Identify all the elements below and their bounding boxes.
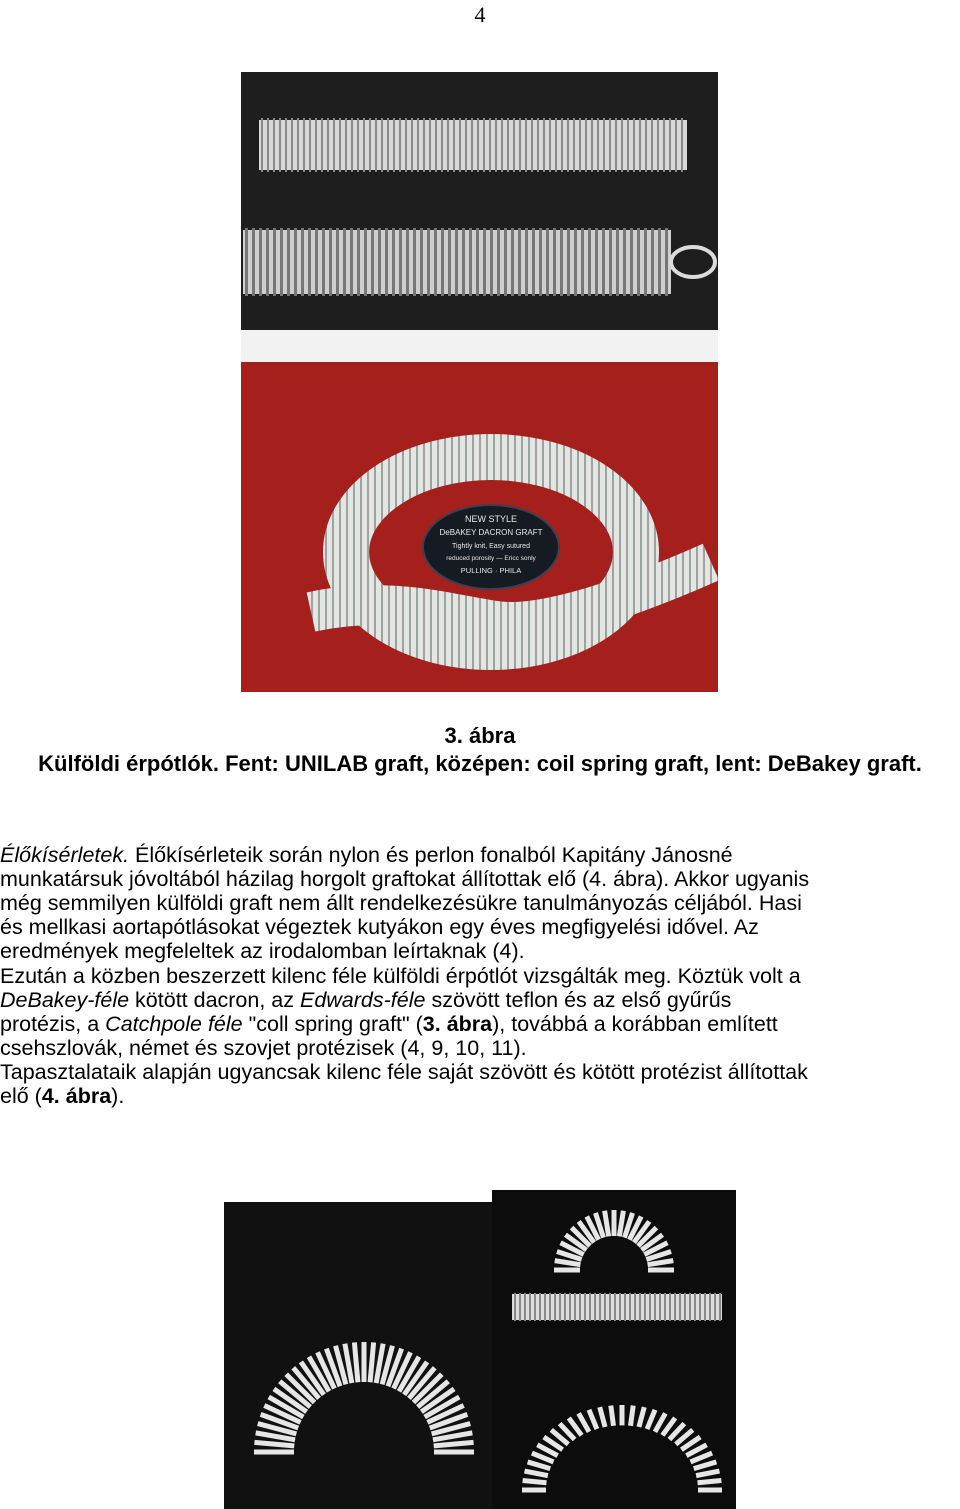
graft-coil [378, 228, 381, 296]
graft-crimp [679, 1293, 681, 1321]
graft-coil [343, 228, 346, 296]
graft-crimp [649, 1293, 651, 1321]
graft-coil [427, 228, 430, 296]
graft-crimp [567, 118, 569, 172]
body-line [0, 1059, 960, 1085]
graft-pleat [525, 1471, 548, 1476]
figure-3-red-panel [241, 362, 718, 692]
graft-crimp [659, 1293, 661, 1321]
graft-coil [462, 228, 465, 296]
graft-crimp [561, 118, 563, 172]
graft-crimp [609, 1293, 611, 1321]
graft-crimp [639, 1293, 641, 1321]
graft-crimp [627, 118, 629, 172]
arched-crimped-graft [224, 1202, 492, 1509]
graft-coil [350, 228, 353, 296]
graft-crimp [554, 1293, 556, 1321]
graft-crimp [525, 118, 527, 172]
text-segment: ). [111, 1084, 125, 1108]
graft-coil [385, 228, 388, 296]
graft-end-ring [671, 247, 715, 277]
graft-crimp [519, 118, 521, 172]
label-plate-line-4: reduced porosity — Ericc sonly [446, 555, 536, 562]
text-segment: és mellkasi aortapótlásokat végeztek kutyákon egy éves megfigyelési idővel. Az [0, 915, 759, 940]
graft-crimp [629, 1293, 631, 1321]
label-plate-line-1: NEW STYLE [464, 514, 518, 524]
graft-crimp [543, 118, 545, 172]
graft-crimp [411, 118, 413, 172]
graft-crimp [333, 118, 335, 172]
graft-coil [560, 228, 563, 296]
body-line [0, 890, 960, 916]
graft-coil [483, 228, 486, 296]
graft-coil [623, 228, 626, 296]
graft-crimp [345, 118, 347, 172]
graft-coil [245, 228, 248, 296]
figure-4-right-panel [492, 1190, 736, 1509]
graft-coil [630, 228, 633, 296]
graft-crimp [633, 118, 635, 172]
graft-coil [553, 228, 556, 296]
graft-coil [658, 228, 661, 296]
graft-crimp [689, 1293, 691, 1321]
body-line [0, 1011, 960, 1037]
graft-coil [294, 228, 297, 296]
graft-pleat [579, 1413, 589, 1431]
graft-coil [490, 228, 493, 296]
graft-coil [406, 228, 409, 296]
graft-crimp [681, 118, 683, 172]
graft-crimp [639, 118, 641, 172]
italic-term: Élőkísérletek. [0, 843, 130, 867]
unilab-graft [259, 118, 687, 172]
graft-coil [609, 228, 612, 296]
graft-coil [616, 228, 619, 296]
body-line [0, 938, 960, 964]
graft-pleat [600, 1407, 605, 1427]
graft-crimp [584, 1293, 586, 1321]
coil-spring-graft [243, 228, 671, 296]
graft-crimp [513, 118, 515, 172]
graft-crimp [441, 118, 443, 172]
text-segment: szövött teflon és az első gyűrűs [425, 987, 732, 1012]
graft-coil [665, 228, 668, 296]
body-line [0, 842, 960, 868]
graft-crimp [537, 118, 539, 172]
graft-crimp [519, 1293, 521, 1321]
graft-coil [602, 228, 605, 296]
graft-crimp [405, 118, 407, 172]
graft-crimp [569, 1293, 571, 1321]
italic-term: Edwards-féle [299, 987, 426, 1012]
graft-crimp [599, 1293, 601, 1321]
figure-reference: 4. ábra [41, 1084, 112, 1108]
graft-pleat [523, 1480, 547, 1482]
graft-crimp [644, 1293, 646, 1321]
graft-coil [469, 228, 472, 296]
graft-crimp [559, 1293, 561, 1321]
graft-crimp [585, 118, 587, 172]
graft-coil [448, 228, 451, 296]
graft-crimp [614, 1293, 616, 1321]
graft-coil [420, 228, 423, 296]
graft-pleat [370, 1342, 373, 1382]
body-line [0, 866, 960, 892]
graft-coil [322, 228, 325, 296]
graft-crimp [544, 1293, 546, 1321]
graft-crimp [531, 118, 533, 172]
graft-crimp [549, 118, 551, 172]
graft-crimp [303, 118, 305, 172]
graft-coil [567, 228, 570, 296]
graft-pleat [611, 1406, 614, 1426]
text-segment: ), továbbá a korábban említett [492, 1011, 778, 1036]
graft-pleat [589, 1410, 597, 1429]
graft-crimp [594, 1293, 596, 1321]
figure-4-left-panel [224, 1202, 492, 1509]
graft-crimp [483, 118, 485, 172]
graft-coil [301, 228, 304, 296]
text-segment: kötött dacron, az [129, 987, 300, 1012]
graft-pleat [647, 1410, 655, 1429]
figure-3-caption-text: Külföldi érpótlók. Fent: UNILAB graft, középen: coil spring graft, lent: DeBakey graft. [38, 751, 922, 776]
graft-pleat [605, 1211, 609, 1237]
graft-crimp [704, 1293, 706, 1321]
graft-crimp [699, 1293, 701, 1321]
graft-coil [497, 228, 500, 296]
grafts-illustration-top [241, 72, 718, 330]
debakey-graft-illustration [241, 362, 718, 692]
graft-coil [259, 228, 262, 296]
graft-crimp [591, 118, 593, 172]
graft-crimp [709, 1293, 711, 1321]
graft-crimp [579, 1293, 581, 1321]
body-line [0, 1035, 960, 1061]
graft-coil [546, 228, 549, 296]
graft-crimp [615, 118, 617, 172]
graft-crimp [579, 118, 581, 172]
graft-pleat [354, 1342, 357, 1382]
graft-crimp [663, 118, 665, 172]
graft-pleat [555, 1261, 581, 1265]
graft-crimp [447, 118, 449, 172]
graft-coil [329, 228, 332, 296]
graft-coil [441, 228, 444, 296]
text-segment: Élőkísérleteik során nylon és perlon fonalból Kapitány Jánosné [129, 843, 733, 867]
graft-coil [371, 228, 374, 296]
graft-crimp [327, 118, 329, 172]
figure-3-top-panel [241, 72, 718, 330]
graft-crimp [573, 118, 575, 172]
graft-crimp [501, 118, 503, 172]
graft-crimp [564, 1293, 566, 1321]
figure-3-caption-number: 3. ábra [444, 723, 516, 748]
graft-pleat [698, 1480, 722, 1482]
graft-crimp [261, 118, 263, 172]
graft-crimp [619, 1293, 621, 1321]
graft-crimp [285, 118, 287, 172]
graft-coil [518, 228, 521, 296]
graft-coil [595, 228, 598, 296]
graft-coil [413, 228, 416, 296]
graft-crimp [351, 118, 353, 172]
graft-crimp [603, 118, 605, 172]
graft-crimp [621, 118, 623, 172]
graft-crimp [669, 118, 671, 172]
graft-crimp [387, 118, 389, 172]
graft-coil [280, 228, 283, 296]
text-segment: munkatársuk jóvoltából házilag horgolt graftokat állítottak elő (4. ábra). Akkor ugyanis [0, 867, 810, 892]
graft-crimp [291, 118, 293, 172]
graft-crimp [471, 118, 473, 172]
graft-crimp [529, 1293, 531, 1321]
graft-coil [434, 228, 437, 296]
figure-4-photo [224, 1190, 736, 1509]
graft-crimp [657, 118, 659, 172]
graft-coil [644, 228, 647, 296]
graft-crimp [609, 118, 611, 172]
graft-coil [252, 228, 255, 296]
graft-pleat [655, 1413, 665, 1431]
graft-pleat [694, 1462, 717, 1469]
graft-crimp [375, 118, 377, 172]
graft-coil [357, 228, 360, 296]
graft-crimp [651, 118, 653, 172]
graft-crimp [381, 118, 383, 172]
text-segment: "coll spring graft" ( [242, 1011, 423, 1036]
graft-pleat [434, 1442, 474, 1445]
graft-crimp [297, 118, 299, 172]
graft-crimp [507, 118, 509, 172]
graft-coil [273, 228, 276, 296]
graft-pleat [254, 1442, 294, 1445]
graft-crimp [423, 118, 425, 172]
graft-coil [588, 228, 591, 296]
graft-crimp [321, 118, 323, 172]
graft-coil [525, 228, 528, 296]
graft-crimp [357, 118, 359, 172]
graft-coil [392, 228, 395, 296]
graft-crimp [417, 118, 419, 172]
graft-crimp [429, 118, 431, 172]
graft-crimp [549, 1293, 551, 1321]
graft-crimp [669, 1293, 671, 1321]
graft-coil [364, 228, 367, 296]
graft-crimp [555, 118, 557, 172]
graft-crimp [459, 118, 461, 172]
text-segment: eredmények megfeleltek az irodalomban leírtaknak (4). [0, 939, 525, 964]
graft-crimp [604, 1293, 606, 1321]
italic-term: DeBakey-féle [0, 987, 130, 1012]
graft-coil [574, 228, 577, 296]
graft-coil [336, 228, 339, 296]
graft-crimp [539, 1293, 541, 1321]
text-segment: csehszlovák, német és szovjet protézisek (4, 9, 10, 11). [0, 1035, 527, 1060]
text-segment: elő ( [0, 1084, 42, 1108]
graft-crimp [574, 1293, 576, 1321]
text-segment: Tapasztalataik alapján ugyancsak kilenc féle saját szövött és kötött protézist állítottak [0, 1059, 808, 1084]
graft-crimp [435, 118, 437, 172]
graft-crimp [719, 1293, 721, 1321]
graft-crimp [597, 118, 599, 172]
graft-pleat [631, 1406, 634, 1426]
graft-pleat [696, 1471, 719, 1476]
graft-coil [455, 228, 458, 296]
text-segment: Ezután a közben beszerzett kilenc féle külföldi érpótlót vizsgálták meg. Köztük volt a [0, 963, 801, 988]
graft-pleat [648, 1261, 674, 1265]
graft-crimp [309, 118, 311, 172]
graft-crimp [339, 118, 341, 172]
graft-crimp [514, 1293, 516, 1321]
graft-pleat [639, 1407, 644, 1427]
graft-crimp [675, 118, 677, 172]
graft-crimp [654, 1293, 656, 1321]
page-number: 4 [474, 2, 486, 27]
graft-crimp [399, 118, 401, 172]
graft-crimp [273, 118, 275, 172]
graft-coil [266, 228, 269, 296]
graft-coil [287, 228, 290, 296]
graft-crimp [634, 1293, 636, 1321]
figure-3-divider [241, 330, 718, 362]
body-line [0, 963, 960, 989]
body-line [0, 1083, 960, 1109]
graft-crimp [465, 118, 467, 172]
text-segment: protézis, a [0, 1011, 106, 1036]
graft-coil [539, 228, 542, 296]
graft-crimp [684, 1293, 686, 1321]
graft-coil [581, 228, 584, 296]
graft-coil [315, 228, 318, 296]
graft-coil [308, 228, 311, 296]
body-line [0, 914, 960, 940]
right-grafts-illustration [492, 1190, 736, 1509]
graft-coil [399, 228, 402, 296]
graft-crimp [477, 118, 479, 172]
graft-crimp [489, 118, 491, 172]
graft-crimp [369, 118, 371, 172]
label-plate-line-5: PULLING · PHILA [460, 566, 522, 575]
figure-reference: 3. ábra [422, 1011, 493, 1036]
graft-crimp [589, 1293, 591, 1321]
graft-crimp [714, 1293, 716, 1321]
graft-crimp [453, 118, 455, 172]
graft-crimp [279, 118, 281, 172]
text-segment: még semmilyen külföldi graft nem állt rendelkezésükre tanulmányozás céljából. Hasi [0, 891, 802, 916]
graft-crimp [674, 1293, 676, 1321]
figure-3-photo [241, 72, 718, 692]
body-line [0, 987, 960, 1013]
graft-crimp [624, 1293, 626, 1321]
graft-crimp [495, 118, 497, 172]
graft-crimp [664, 1293, 666, 1321]
italic-term: Catchpole féle [105, 1011, 243, 1036]
graft-crimp [694, 1293, 696, 1321]
label-plate-line-2: DeBAKEY DACRON GRAFT [439, 528, 543, 537]
label-plate-line-3: Tightly knit, Easy sutured [452, 543, 530, 550]
graft-coil [651, 228, 654, 296]
graft-pleat [619, 1211, 623, 1237]
graft-coil [476, 228, 479, 296]
graft-pleat [528, 1462, 551, 1469]
graft-coil [637, 228, 640, 296]
graft-coil [511, 228, 514, 296]
graft-crimp [534, 1293, 536, 1321]
graft-crimp [363, 118, 365, 172]
graft-crimp [267, 118, 269, 172]
graft-crimp [524, 1293, 526, 1321]
graft-crimp [393, 118, 395, 172]
graft-crimp [645, 118, 647, 172]
graft-crimp [315, 118, 317, 172]
graft-coil [504, 228, 507, 296]
graft-coil [532, 228, 535, 296]
